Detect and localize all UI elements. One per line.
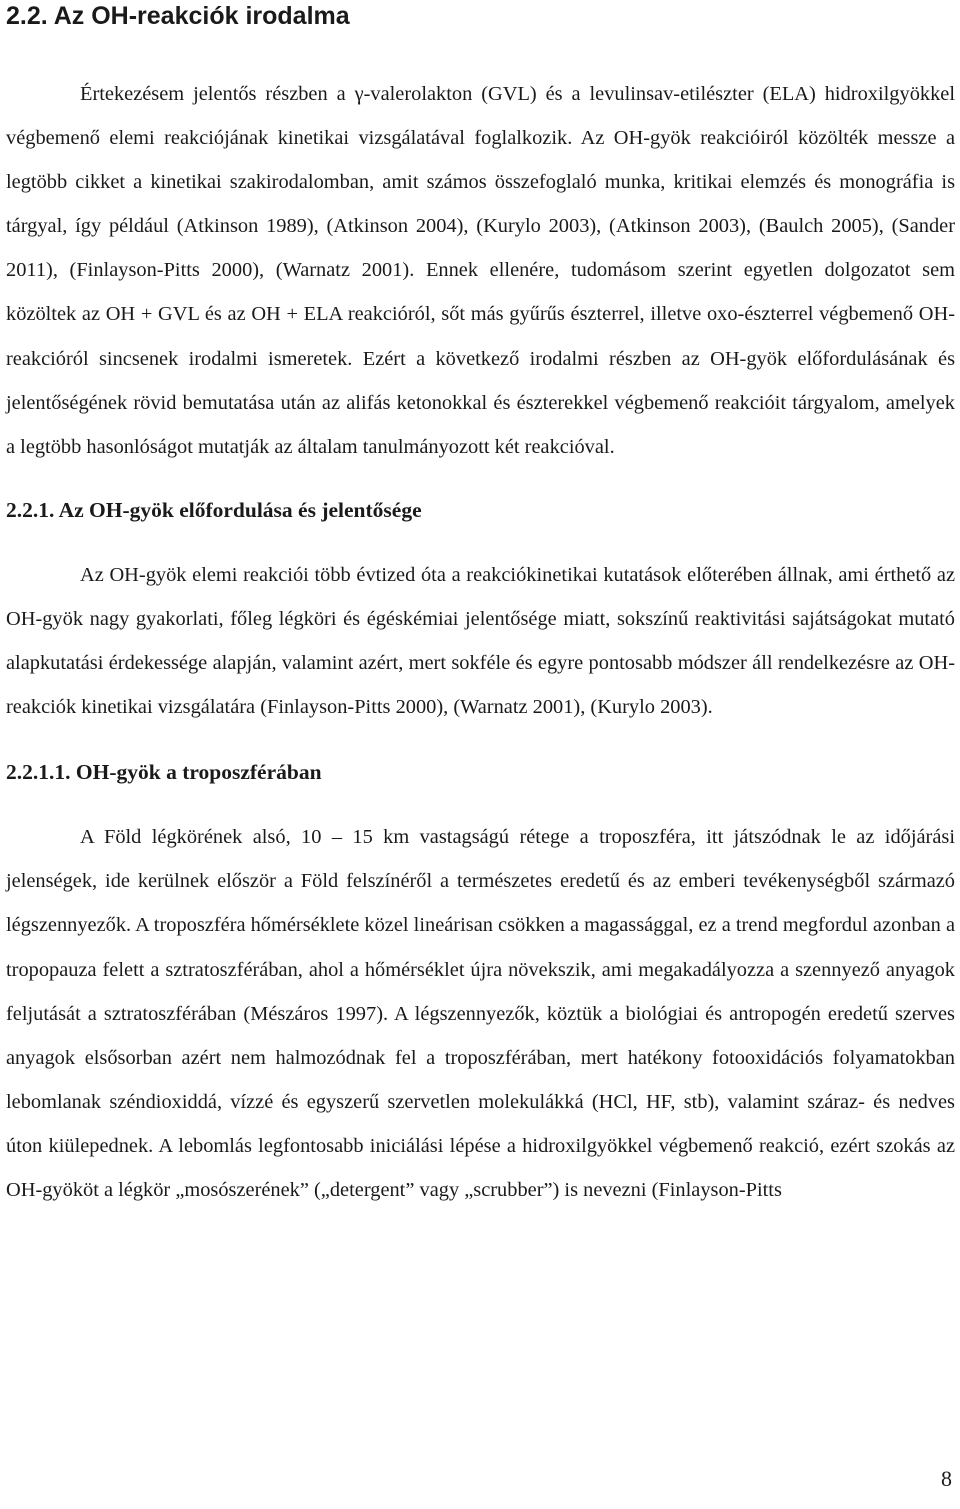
page-number: 8 bbox=[941, 1466, 952, 1491]
document-page bbox=[6, 0, 955, 1212]
subsubsection-paragraph: A Föld légkörének alsó, 10 – 15 km vastagságú rétege a troposzféra, itt játszódnak le az időjárási jelenségek, ide kerülnek először a Föld felszínéről a természetes eredetű és az emberi tevékenységből származó légszennyezők. A troposzféra hőmérséklete közel lineárisan csökken a magassággal, ez a trend megfordul azonban a tropopauza felett a sztratoszférában, ahol a hőmérséklet újra növekszik, ami megakadályozza a szennyező anyagok feljutását a sztratoszférában (Mészáros 1997). A légszennyezők, köztük a biológiai és antropogén eredetű szerves anyagok elsősorban azért nem halmozódnak fel a troposzférában, mert hatékony fotooxidációs folyamatokban lebomlanak széndioxiddá, vízzé és egyszerű szervetlen molekulákká (HCl, HF, stb), valamint száraz- és nedves úton kiülepednek. A lebomlás legfontosabb iniciálási lépése a hidroxilgyökkel végbemenő reakció, ezért szokás az OH-gyököt a légkör „mosószerének” („detergent” vagy „scrubber”) is nevezni (Finlayson-Pitts bbox=[6, 826, 955, 1201]
subsubsection-heading: 2.2.1.1. OH-gyök a troposzférában bbox=[6, 760, 322, 785]
section-heading: 2.2. Az OH-reakciók irodalma bbox=[6, 2, 350, 30]
section-paragraph: Értekezésem jelentős részben a γ-valerolakton (GVL) és a levulinsav-etilészter (ELA) hidroxilgyökkel végbemenő elemi reakciójának kinetikai vizsgálatával foglalkozik. Az OH-gyök reakcióiról közölték messze a legtöbb cikket a kinetikai szakirodalomban, amit számos összefoglaló munka, kritikai elemzés és monográfia is tárgyal, így például (Atkinson 1989), (Atkinson 2004), (Kurylo 2003), (Atkinson 2003), (Baulch 2005), (Sander 2011), (Finlayson-Pitts 2000), (Warnatz 2001). Ennek ellenére, tudomásom szerint egyetlen dolgozatot sem közöltek az OH + GVL és az OH + ELA reakcióról, sőt más gyűrűs észterrel, illetve oxo-észterrel végbemenő OH-reakcióról sincsenek irodalmi ismeretek. Ezért a következő irodalmi részben az OH-gyök előfordulásának és jelentőségének rövid bemutatása után az alifás ketonokkal és észterekkel végbemenő reakcióit tárgyalom, amelyek a legtöbb hasonlóságot mutatják az általam tanulmányozott két reakcióval. bbox=[6, 83, 955, 458]
subsection-paragraph: Az OH-gyök elemi reakciói több évtized óta a reakciókinetikai kutatások előterében állnak, ami érthető az OH-gyök nagy gyakorlati, főleg légköri és égéskémiai jelentősége miatt, sokszínű reaktivitási sajátságokat mutató alapkutatási érdekessége alapján, valamint azért, mert sokféle és egyre pontosabb módszer áll rendelkezésre az OH-reakciók kinetikai vizsgálatára (Finlayson-Pitts 2000), (Warnatz 2001), (Kurylo 2003). bbox=[6, 563, 955, 719]
subsection-heading: 2.2.1. Az OH-gyök előfordulása és jelentősége bbox=[6, 497, 422, 522]
